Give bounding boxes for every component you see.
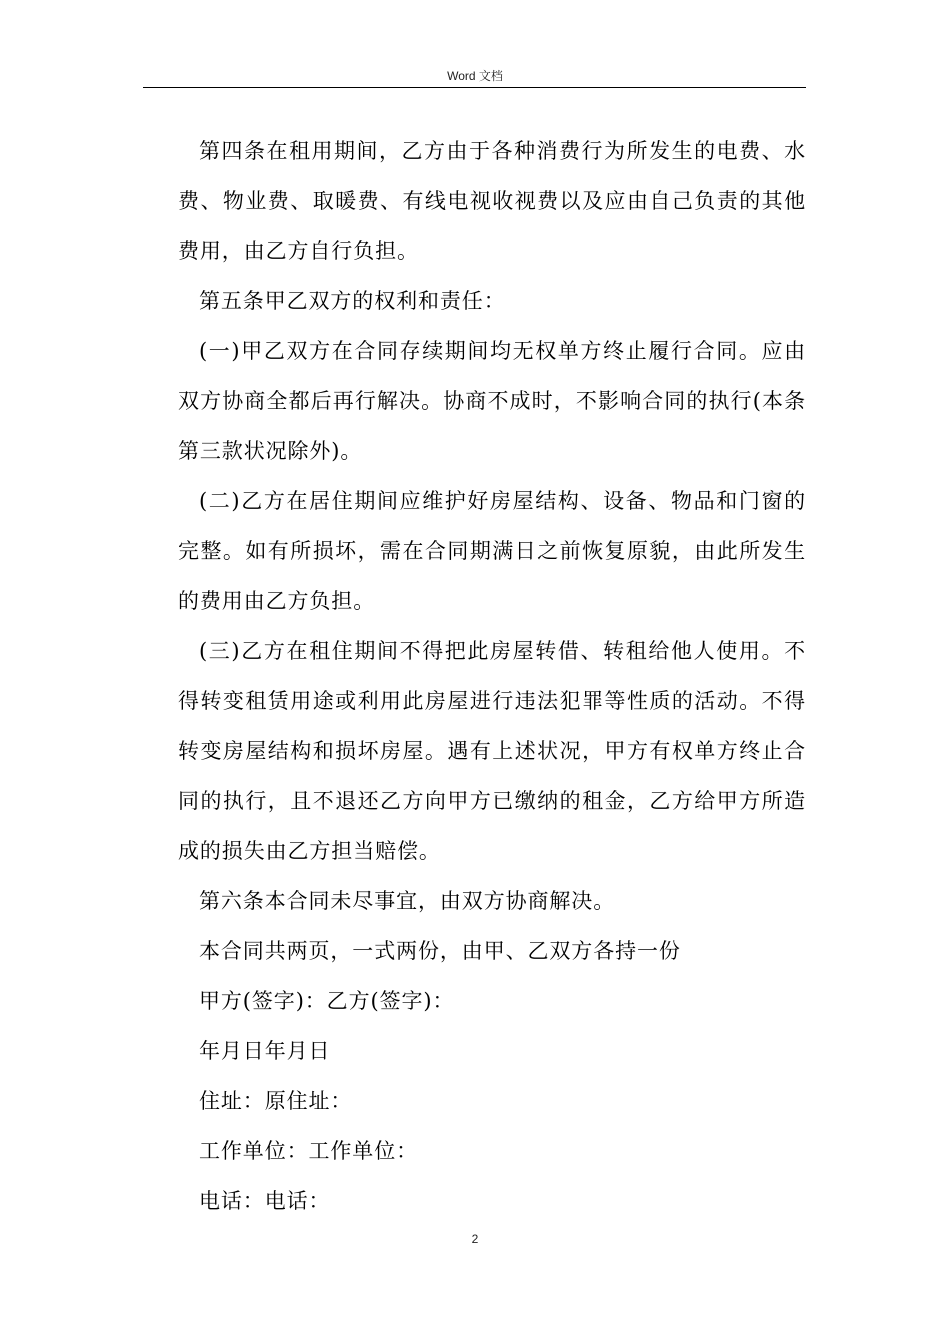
- paragraph-article-6: 第六条本合同未尽事宜，由双方协商解决。: [199, 889, 616, 913]
- work-unit-line: 工作单位：工作单位：: [199, 1139, 418, 1163]
- header-divider: [143, 87, 806, 88]
- address-line: 住址：原住址：: [199, 1089, 353, 1113]
- signature-line: 甲方(签字)：乙方(签字)：: [199, 989, 455, 1013]
- document-body: [178, 126, 806, 1226]
- paragraph-clause-2: (二)乙方在居住期间应维护好房屋结构、设备、物品和门窗的完整。如有所损坏，需在合同期满日之前恢复原貌，由此所发生的费用由乙方负担。: [178, 489, 806, 613]
- page-number: 2: [471, 1232, 479, 1246]
- phone-line: 电话：电话：: [199, 1189, 331, 1213]
- paragraph-copies-note: 本合同共两页，一式两份，由甲、乙双方各持一份: [199, 939, 681, 963]
- paragraph-clause-3: (三)乙方在租住期间不得把此房屋转借、转租给他人使用。不得转变租赁用途或利用此房屋进行违法犯罪等性质的活动。不得转变房屋结构和损坏房屋。遇有上述状况，甲方有权单方终止合同的执行，且不退还乙方向甲方已缴纳的租金，乙方给甲方所造成的损失由乙方担当赔偿。: [178, 639, 806, 863]
- date-line: 年月日年月日: [199, 1039, 331, 1063]
- paragraph-article-5-heading: 第五条甲乙双方的权利和责任：: [199, 289, 506, 313]
- document-header-title: Word 文档: [447, 69, 503, 83]
- paragraph-article-4: 第四条在租用期间，乙方由于各种消费行为所发生的电费、水费、物业费、取暖费、有线电视收视费以及应由自己负责的其他费用，由乙方自行负担。: [178, 139, 806, 263]
- paragraph-clause-1: (一)甲乙双方在合同存续期间均无权单方终止履行合同。应由双方协商全都后再行解决。协商不成时，不影响合同的执行(本条第三款状况除外)。: [178, 339, 806, 463]
